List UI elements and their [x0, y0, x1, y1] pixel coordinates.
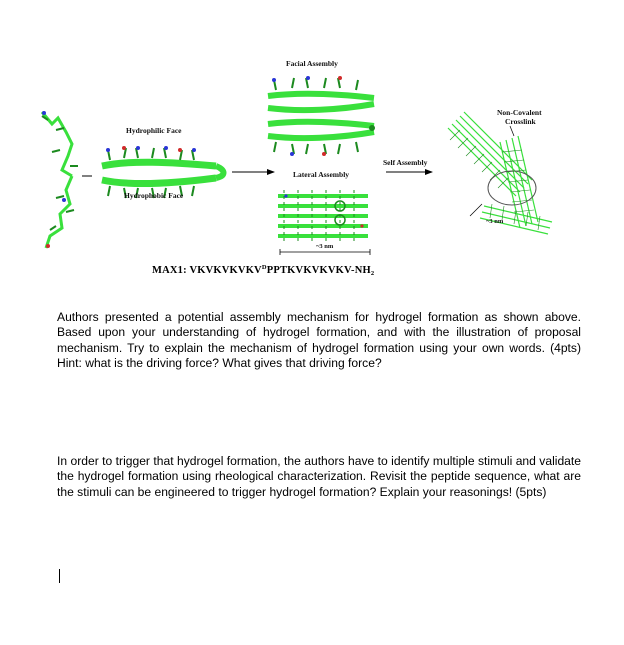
question-2-text: In order to trigger that hydrogel formation, the authors have to identify multiple stimuli and validate the hydrogel formation using rheological characterization. Revisit the peptide sequence, what are the stimuli can be engineered to trigger hydrogel formation? Explain your reasonings! (5pts) — [57, 454, 581, 499]
assembly-illustration — [0, 0, 624, 290]
sequence-middle: PPTKVKVKVKV-NH — [266, 265, 371, 276]
peptide-sequence — [152, 264, 374, 277]
sequence-prefix: MAX1: VKVKVKVKV — [152, 265, 262, 276]
text-cursor — [59, 569, 60, 583]
self-assembly-label: Self Assembly — [383, 158, 428, 167]
fibril-scale-label: ~3 nm — [486, 218, 504, 225]
fibril-network — [448, 112, 552, 234]
non-covalent-label: Non-Covalent — [497, 108, 542, 117]
sequence-subscript: 2 — [370, 270, 375, 277]
unfolded-peptide — [42, 111, 78, 248]
sequence-d-superscript: D — [261, 264, 267, 271]
lateral-scale-label: ~3 nm — [316, 243, 334, 250]
lateral-assembly-label: Lateral Assembly — [293, 170, 350, 179]
facial-assembly-stack — [268, 76, 375, 156]
question-1-text: Authors presented a potential assembly mechanism for hydrogel formation as shown above. Based upon your understanding of hydrogel formation, and with the illustration of proposal mechanism. Try to explain the mechanism of hydrogel formation using your own words. (4pts) Hint: what is the driving force? What gives that driving force? — [57, 310, 581, 371]
hydrophilic-face-label: Hydrophilic Face — [126, 126, 182, 135]
answer-text-area[interactable] — [57, 566, 581, 590]
assembly-mechanism-figure — [0, 0, 624, 290]
hydrophobic-face-label: Hydrophobic Face — [124, 191, 184, 200]
crosslink-label: Crosslink — [505, 117, 536, 126]
facial-assembly-label: Facial Assembly — [286, 59, 338, 68]
